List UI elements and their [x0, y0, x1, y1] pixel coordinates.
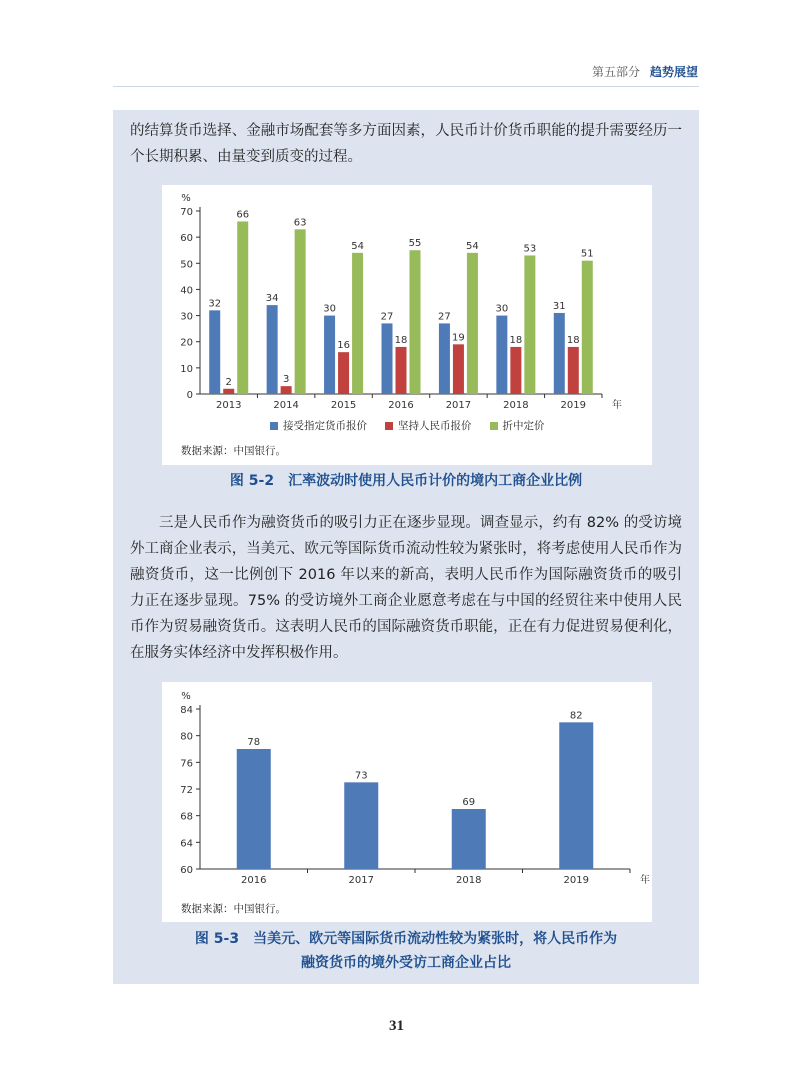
header-section: 第五部分 [591, 65, 640, 79]
chart1-bar [496, 316, 507, 394]
figure-5-3-caption [113, 927, 699, 975]
chart1-data-label: 51 [580, 248, 594, 260]
chart1-bar [467, 253, 478, 394]
chart1-x-tick-label: 2015 [330, 400, 357, 411]
chart1-x-tick-label: 2016 [388, 400, 414, 411]
chart1-data-label: 30 [495, 303, 509, 315]
chart2-data-label: 73 [354, 770, 368, 782]
figure-5-3-caption-line1: 图 5-3 当美元、欧元等国际货币流动性较为紧张时，将人民币作为 [194, 931, 618, 947]
chart1-bar [396, 347, 407, 394]
chart1-unit-label: % [181, 193, 191, 204]
chart1-data-label: 31 [552, 300, 566, 312]
chart1-data-label: 18 [509, 334, 523, 346]
chart1-bar [352, 253, 363, 394]
header-rule [113, 86, 699, 87]
chart-5-3-svg [162, 682, 652, 897]
chart2-bar [237, 749, 271, 869]
chart2-y-tick-label: 76 [180, 758, 193, 770]
chart1-y-tick-label: 10 [180, 363, 193, 375]
chart1-data-label: 18 [394, 334, 408, 346]
chart1-bar [338, 352, 349, 394]
legend-swatch [490, 422, 498, 430]
chart1-data-label: 63 [293, 217, 307, 229]
chart1-x-tick-label: 2018 [503, 400, 529, 411]
paragraph-1: 的结算货币选择、金融市场配套等多方面因素，人民币计价货币职能的提升需要经历一个长期积累、由量变到质变的过程。 [130, 123, 682, 165]
chart1-bar [324, 316, 335, 394]
chart1-data-label: 2 [225, 376, 232, 388]
chart1-data-label: 19 [452, 332, 465, 344]
chart2-bar [452, 809, 486, 869]
chart2-y-tick-label: 84 [180, 705, 193, 716]
figure-5-3-caption-line2: 融资货币的境外受访工商企业占比 [301, 955, 511, 971]
chart2-data-label: 82 [569, 710, 583, 722]
chart1-data-label: 54 [351, 240, 364, 252]
chart1-x-tick-label: 2017 [445, 400, 472, 411]
chart1-data-label: 53 [523, 243, 537, 255]
chart2-x-tick-label: 2019 [563, 875, 589, 886]
legend-item [385, 418, 472, 433]
chart1-data-label: 32 [208, 298, 222, 310]
chart1-y-tick-label: 0 [186, 390, 193, 401]
chart1-bar [582, 261, 593, 394]
chart1-bar [510, 347, 521, 394]
chart2-x-tick-label: 2017 [348, 875, 374, 886]
chart1-y-tick-label: 40 [180, 285, 193, 297]
legend-item [270, 418, 367, 433]
chart1-bar [554, 313, 565, 394]
chart1-y-tick-label: 50 [180, 259, 193, 271]
chart1-bar [237, 221, 248, 394]
legend-swatch [270, 422, 278, 430]
chart1-x-tick-label: 2013 [215, 400, 242, 411]
chart1-bar [439, 323, 450, 394]
chart1-data-label: 54 [466, 240, 479, 252]
chart1-bar [382, 323, 393, 394]
chart2-y-tick-label: 68 [180, 811, 193, 823]
chart-5-2-legend [270, 418, 545, 433]
chart1-data-label: 27 [438, 311, 451, 323]
legend-label: 折中定价 [502, 420, 545, 432]
chart-5-3 [162, 682, 652, 922]
chart1-x-unit: 年 [612, 400, 622, 411]
chart2-x-tick-label: 2018 [456, 875, 482, 886]
chart2-y-tick-label: 72 [180, 785, 193, 796]
chart1-bar [295, 229, 306, 394]
chart1-x-tick-label: 2014 [273, 400, 299, 411]
chart2-data-label: 78 [247, 737, 261, 748]
page-number: 31 [389, 1018, 404, 1034]
chart1-data-label: 27 [380, 311, 394, 323]
chart-5-2-source: 数据来源：中国银行。 [181, 445, 286, 457]
chart2-unit-label: % [181, 691, 191, 702]
chart1-x-tick-label: 2019 [560, 400, 587, 411]
legend-swatch [385, 422, 393, 430]
chart2-y-tick-label: 64 [180, 838, 193, 850]
figure-5-2-caption: 图 5-2 汇率波动时使用人民币计价的境内工商企业比例 [229, 473, 583, 489]
chart1-bar [410, 250, 421, 394]
chart-5-3-source: 数据来源：中国银行。 [181, 903, 286, 915]
chart2-bar [559, 722, 593, 869]
chart1-data-label: 66 [236, 209, 250, 221]
chart1-y-tick-label: 70 [180, 207, 193, 218]
chart2-data-label: 69 [462, 797, 476, 808]
chart1-bar [267, 305, 278, 394]
chart1-y-tick-label: 30 [180, 311, 193, 323]
chart1-data-label: 30 [323, 303, 336, 315]
chart1-bar [223, 389, 234, 394]
chart1-bar [568, 347, 579, 394]
page-header [592, 63, 698, 80]
chart2-y-tick-label: 60 [180, 865, 193, 876]
chart1-bar [209, 310, 220, 394]
chart1-data-label: 34 [265, 293, 279, 305]
chart1-data-label: 16 [337, 340, 350, 352]
chart1-bar [524, 255, 535, 394]
chart2-x-unit: 年 [640, 875, 650, 886]
chart2-x-tick-label: 2016 [241, 875, 267, 886]
paragraph-2: 三是人民币作为融资货币的吸引力正在逐步显现。调查显示，约有 82% 的受访境外工商企业表示，当美元、欧元等国际货币流动性较为紧张时，将考虑使用人民币作为融资货币，这一比例创下 2016 年以来的新高，表明人民币作为国际融资货币的吸引力正在逐步显现。75% 的受访境外工商企业愿意考虑在与中国的经贸往来中使用人民币作为贸易融资货币。这表明人民币的国际融资货币职能，正在有力促进贸易便利化，在服务实体经济中发挥积极作用。 [130, 515, 682, 661]
chart2-bar [344, 782, 378, 869]
chart1-data-label: 55 [408, 238, 422, 250]
chart1-data-label: 18 [566, 334, 580, 346]
legend-label: 坚持人民币报价 [398, 420, 472, 432]
chart1-bar [281, 386, 292, 394]
legend-item [490, 418, 545, 433]
chart-5-2-svg [162, 185, 652, 425]
chart2-y-tick-label: 80 [180, 731, 193, 743]
chart1-y-tick-label: 20 [180, 337, 193, 349]
legend-label: 接受指定货币报价 [283, 420, 367, 432]
header-section-title: 趋势展望 [649, 65, 698, 79]
chart1-y-tick-label: 60 [180, 233, 193, 245]
chart1-bar [453, 344, 464, 394]
chart1-data-label: 3 [282, 374, 290, 386]
